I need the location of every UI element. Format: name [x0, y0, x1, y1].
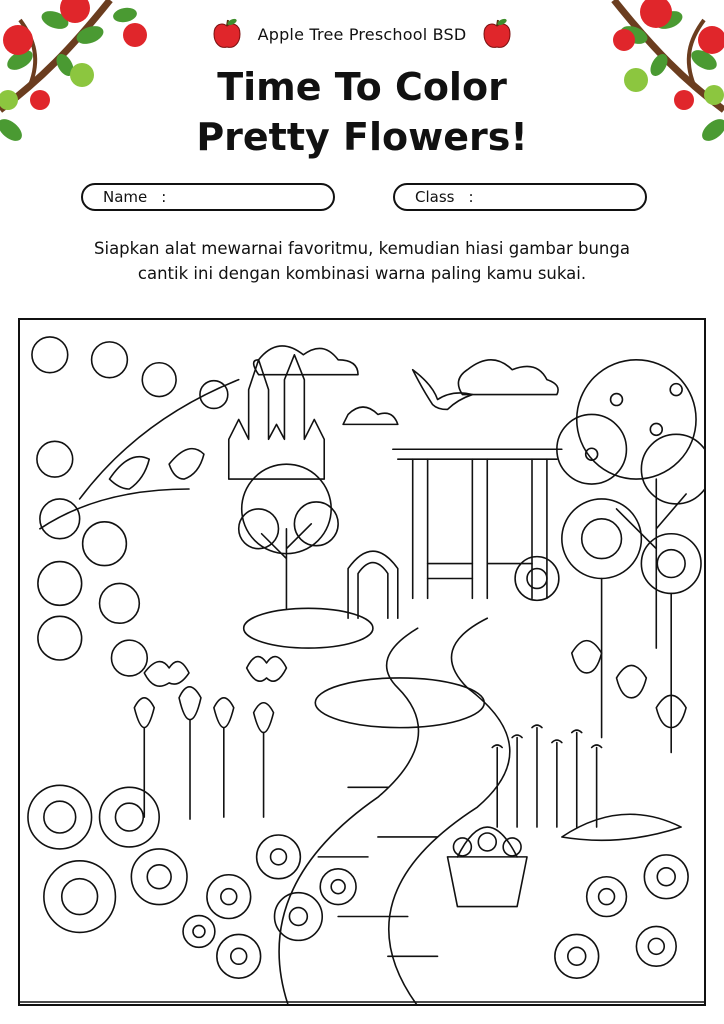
title-line-1: Time To Color — [217, 65, 507, 109]
instructions-line-1: Siapkan alat mewarnai favoritmu, kemudian hiasi gambar bunga — [94, 239, 630, 258]
coloring-frame — [18, 318, 706, 1006]
instructions — [70, 236, 654, 286]
name-label: Name — [103, 188, 148, 206]
apple-icon — [212, 18, 242, 50]
title-line-2: Pretty Flowers! — [196, 115, 528, 159]
instructions-line-2: cantik ini dengan kombinasi warna paling kamu sukai. — [137, 264, 587, 283]
school-header — [0, 18, 724, 50]
class-field[interactable] — [393, 183, 647, 211]
page-title — [0, 62, 724, 162]
school-name: Apple Tree Preschool BSD — [257, 24, 467, 44]
flower-garden-coloring-illustration — [20, 320, 704, 1004]
apple-icon — [482, 18, 512, 50]
class-separator: : — [468, 188, 474, 206]
name-separator: : — [161, 188, 167, 206]
name-field[interactable] — [81, 183, 335, 211]
class-label: Class — [415, 188, 455, 206]
